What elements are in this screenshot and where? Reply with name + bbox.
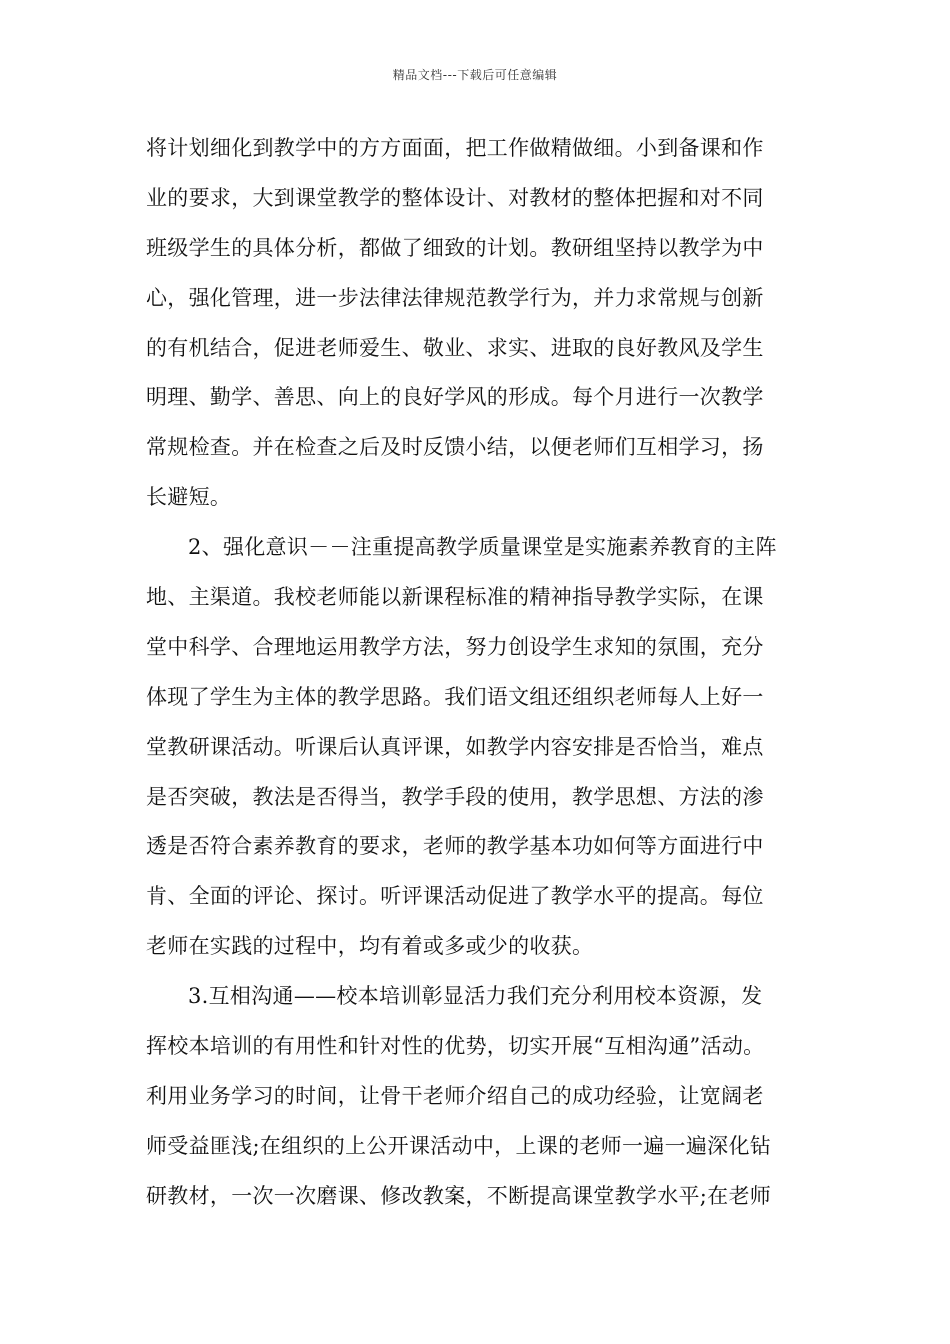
paragraph-line: 心，强化管理，进一步法律法律规范教学行为，并力求常规与创新 (146, 285, 764, 310)
paragraph-line: 透是否符合素养教育的要求，老师的教学基本功如何等方面进行中 (146, 834, 764, 859)
paragraph-line: 将计划细化到教学中的方方面面，把工作做精做细。小到备课和作 (146, 136, 764, 160)
paragraph-line: 研教材，一次一次磨课、修改教案，不断提高课堂教学水平;在老师 (146, 1183, 772, 1208)
paragraph-line: 利用业务学习的时间，让骨干老师介绍自己的成功经验，让宽阔老 (146, 1083, 764, 1108)
paragraph-2 (146, 523, 806, 972)
paragraph-line: 常规检查。并在检查之后及时反馈小结，以便老师们互相学习，扬 (146, 435, 764, 460)
paragraph-line: 3.互相沟通——校本培训彰显活力我们充分利用校本资源，发 (188, 984, 763, 1009)
paragraph-3 (146, 972, 806, 1221)
paragraph-line: 堂中科学、合理地运用教学方法，努力创设学生求知的氛围，充分 (146, 634, 764, 659)
paragraph-line: 是否突破，教法是否得当，教学手段的使用，教学思想、方法的渗 (146, 784, 764, 809)
paragraph-line: 老师在实践的过程中，均有着或多或少的收获。 (146, 934, 594, 959)
paragraph-line: 体现了学生为主体的教学思路。我们语文组还组织老师每人上好一 (146, 684, 764, 709)
paragraph-line: 肯、全面的评论、探讨。听评课活动促进了教学水平的提高。每位 (146, 884, 764, 909)
page-header: 精品文档---下载后可任意编辑 (392, 68, 558, 82)
paragraph-line: 堂教研课活动。听课后认真评课，如教学内容安排是否恰当，难点 (146, 734, 764, 759)
paragraph-line: 2、强化意识－－注重提高教学质量课堂是实施素养教育的主阵 (188, 535, 777, 560)
paragraph-line: 的有机结合，促进老师爱生、敬业、求实、进取的良好教风及学生 (146, 335, 764, 360)
paragraph-line: 班级学生的具体分析，都做了细致的计划。教研组坚持以教学为中 (146, 235, 764, 260)
paragraph-line: 明理、勤学、善思、向上的良好学风的形成。每个月进行一次教学 (146, 385, 764, 410)
paragraph-line: 业的要求，大到课堂教学的整体设计、对教材的整体把握和对不同 (146, 185, 764, 210)
paragraph-line: 挥校本培训的有用性和针对性的优势，切实开展“互相沟通”活动。 (146, 1034, 765, 1059)
document-body (146, 124, 806, 1222)
paragraph-line: 师受益匪浅;在组织的上公开课活动中，上课的老师一遍一遍深化钻 (146, 1133, 772, 1158)
paragraph-line: 长避短。 (146, 485, 232, 510)
paragraph-1 (146, 124, 806, 523)
paragraph-line: 地、主渠道。我校老师能以新课程标准的精神指导教学实际，在课 (146, 585, 764, 610)
